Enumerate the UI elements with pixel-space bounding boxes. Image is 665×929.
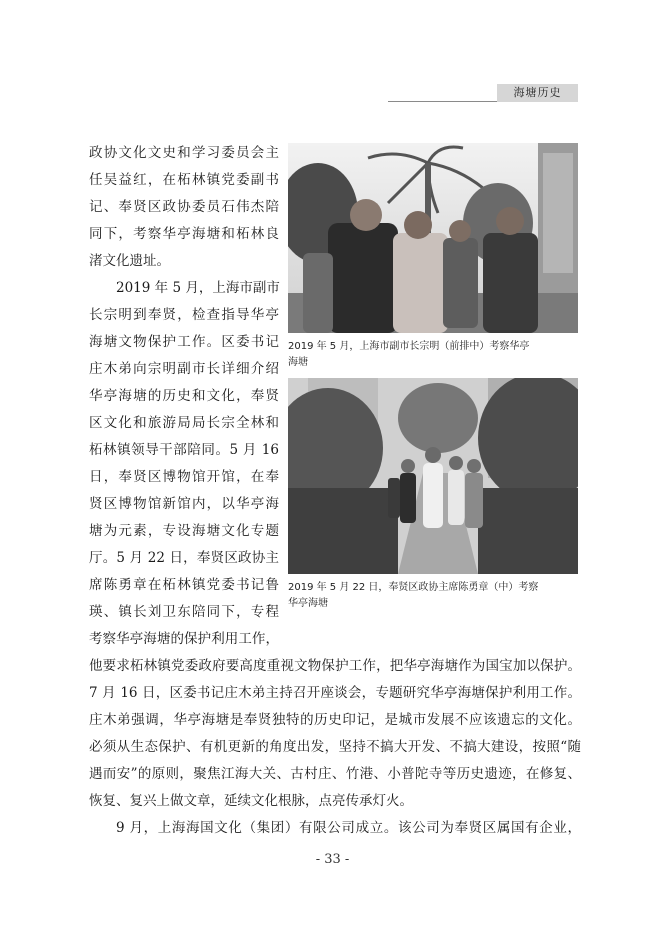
- paragraph-line: 海塘文物保护工作。区委书记: [89, 334, 279, 350]
- caption-line: 2019 年 5 月，上海市副市长宗明（前排中）考察华亭: [288, 341, 530, 352]
- paragraph-line: 席陈勇章在柘林镇党委书记鲁: [89, 577, 279, 593]
- paragraph-line: 他要求柘林镇党委政府要高度重视文物保护工作，把华亭海塘作为国宝加以保护。: [89, 658, 581, 674]
- caption-line: 华亭海塘: [288, 598, 328, 609]
- paragraph-line: 日，奉贤区博物馆开馆，在奉: [89, 469, 279, 485]
- paragraph-line: 任吴益红，在柘林镇党委副书: [89, 172, 279, 188]
- photo-caption: [288, 339, 580, 371]
- paragraph-line: 渚文化遗址。: [89, 253, 170, 269]
- paragraph-line: 恢复、复兴上做文章，延续文化根脉，点亮传承灯火。: [89, 793, 413, 809]
- photo-path-walk: [288, 378, 578, 574]
- paragraph-line: 厅。5 月 22 日，奉贤区政协主: [89, 550, 279, 566]
- photo-caption: [288, 580, 580, 612]
- paragraph-line: 庄木弟强调，华亭海塘是奉贤独特的历史印记，是城市发展不应该遗忘的文化。: [89, 712, 581, 728]
- paragraph-line: 9 月，上海海国文化（集团）有限公司成立。该公司为奉贤区属国有企业，: [116, 820, 581, 836]
- paragraph-line: 贤区博物馆新馆内，以华亭海: [89, 496, 279, 512]
- caption-line: 2019 年 5 月 22 日，奉贤区政协主席陈勇章（中）考察: [288, 582, 539, 593]
- section-header-tab: 海塘历史: [497, 84, 578, 102]
- paragraph-line: 必须从生态保护、有机更新的角度出发，坚持不搞大开发、不搞大建设，按照“随: [89, 739, 581, 755]
- paragraph-line: 庄木弟向宗明副市长详细介绍: [89, 361, 279, 377]
- paragraph-line: 长宗明到奉贤，检查指导华亭: [89, 307, 279, 323]
- page-number: - 33 -: [315, 852, 350, 867]
- paragraph-line: 记、奉贤区政协委员石伟杰陪: [89, 199, 279, 215]
- paragraph-line: 塘为元素，专设海塘文化专题: [89, 523, 279, 539]
- paragraph-line: 2019 年 5 月，上海市副市: [116, 280, 280, 296]
- paragraph-line: 华亭海塘的历史和文化，奉贤: [89, 388, 279, 404]
- paragraph-line: 政协文化文史和学习委员会主: [89, 145, 279, 161]
- paragraph-line: 7 月 16 日，区委书记庄木弟主持召开座谈会，专题研究华亭海塘保护利用工作。: [89, 685, 581, 701]
- paragraph-line: 瑛、镇长刘卫东陪同下，专程: [89, 604, 279, 620]
- paragraph-line: 遇而安”的原则，聚焦江海大关、古村庄、竹港、小普陀寺等历史遗迹，在修复、: [89, 766, 581, 782]
- paragraph-line: 考察华亭海塘的保护利用工作，: [89, 631, 279, 647]
- paragraph-line: 柘林镇领导干部陪同。5 月 16: [89, 442, 279, 458]
- paragraph-line: 同下，考察华亭海塘和柘林良: [89, 226, 279, 242]
- photo-officials-inspection: [288, 143, 578, 333]
- paragraph-line: 区文化和旅游局局长宗全林和: [89, 415, 279, 431]
- caption-line: 海塘: [288, 357, 308, 368]
